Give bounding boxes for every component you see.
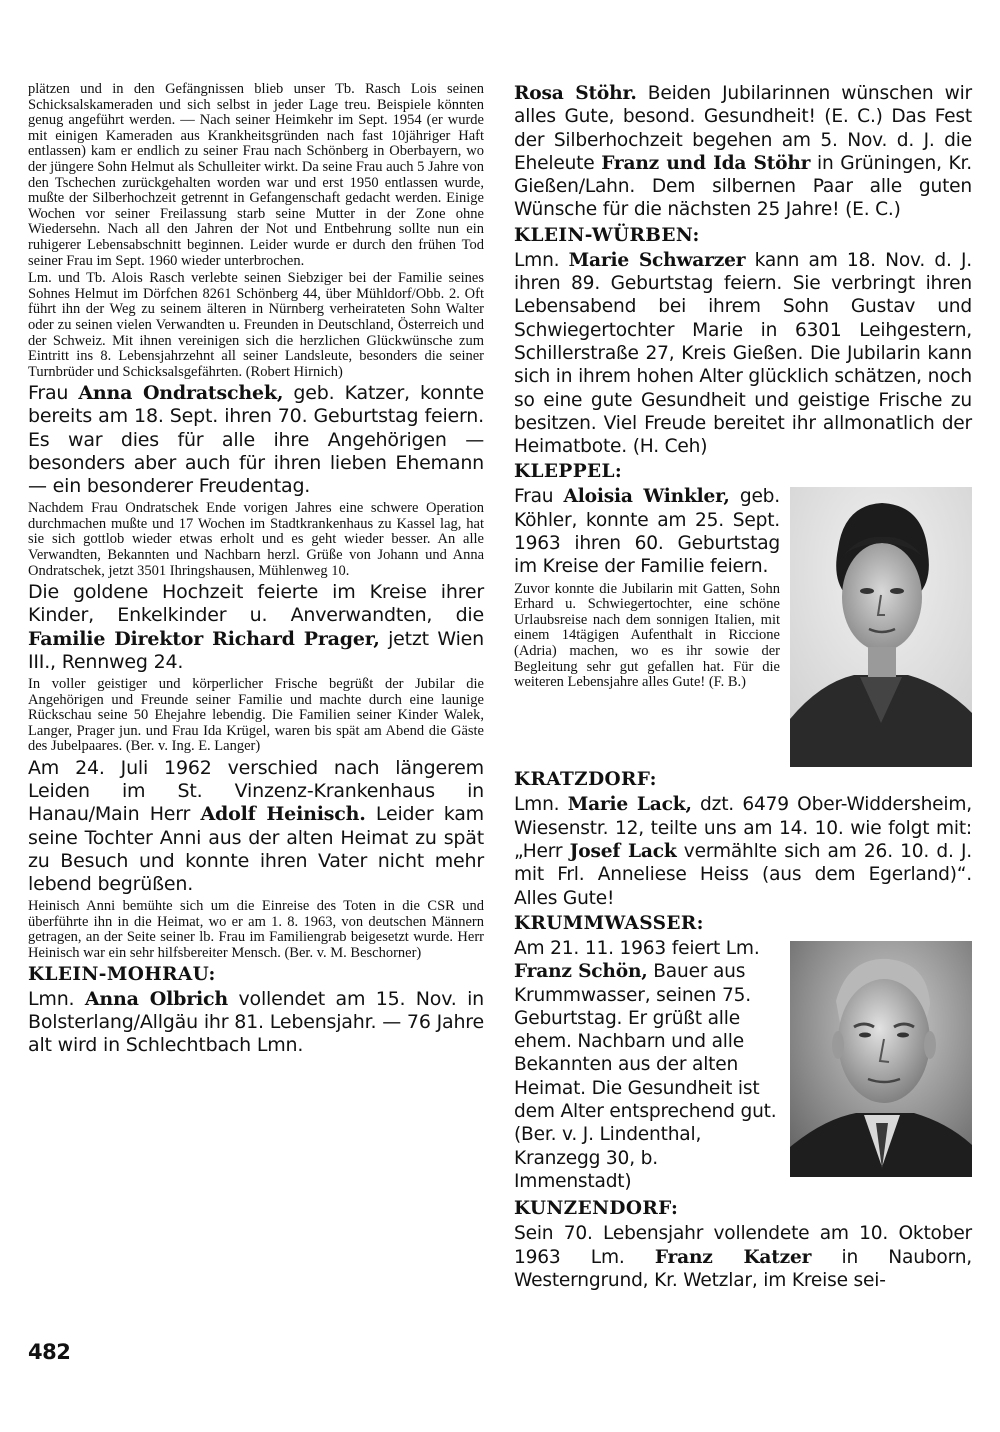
winkler-section [514, 485, 972, 767]
ondratschek-notice [28, 382, 484, 498]
text-run: Die goldene Hochzeit feierte im Kreise ihrer Kinder, Enkelkinder u. Anverwandten, die [28, 581, 484, 627]
text-run: geb. Köhler, konnte am 25. Sept. 1963 ihren 60. Geburtstag im Kreise der Familie feiern. [514, 486, 780, 578]
text-run: Bauer aus Krummwasser, seinen 75. Geburtstag. Er grüßt alle ehem. Nachbarn und alle Bekannten aus der alten Heimat. Die Gesundheit ist dem Alter entsprechend gut. (Ber. v. J. Lindenthal, Kranzegg 30, b. Immenstadt) [514, 961, 777, 1192]
text-run: vollendet am 15. Nov. in Bolsterlang/Allgäu ihr 81. Lebensjahr. — 76 Jahre alt wird in Schlechtbach Lmn. [28, 987, 485, 1057]
text-run: Am 24. Juli 1962 verschied nach längerem Leiden im St. Vinzenz-Krankenhaus in Hanau/Main Herr [28, 757, 484, 826]
heinisch-details: Heinisch Anni bemühte sich um die Einreise des Toten in die CSR und überführte ihn in die Heimat, wo er am 1. 8. 1963, von deutschen Männern getragen, an der Seite seiner lb. Frau im Familiengrab beigesetzt wurde. Herr Heinisch war ein sehr hilfsbereiter Mensch. (Ber. v. M. Beschorner) [28, 898, 484, 962]
left-column [28, 82, 484, 1060]
text-run: dzt. 6479 Ober-Widdersheim, Wiesenstr. 12, teilte uns am 14. 10. wie folgt mit: „Herr [514, 794, 972, 863]
text-run: Am 21. 11. 1963 feiert Lm. [514, 937, 760, 959]
name-franz-ida-stoehr: Franz und Ida Stöhr [601, 152, 811, 174]
prager-details: In voller geistiger und körperlicher Frische begrüßt der Jubilar die Angehörigen und Freunde seiner Familie und machte durch eine launige Rückschau seine 50 Ehejahre lebendig. Die Familien seiner Kinder Walek, Langer, Prager jun. und Frau Ida Krügel, waren bis spät am Abend die Gäste des Jubelpaares. (Ber. v. Ing. E. Langer) [28, 676, 484, 755]
heading-kratzdorf: KRATZDORF: [514, 769, 657, 791]
ondratschek-details: Nachdem Frau Ondratschek Ende vorigen Jahres eine schwere Operation durchmachen mußte und 17 Wochen im Stadtkrankenhaus zu Kassel lag, hat sie sich gottlob wieder etwas erholt und es geht wieder besser. An alle Verwandten, Bekannten und Nachbarn herzl. Grüße von Johann und Anna Ondratschek, jetzt 3501 Ihringshausen, Mühlenweg 10. [28, 500, 484, 579]
schwarzer-notice [514, 249, 972, 459]
rasch-paragraph-2: Lm. und Tb. Alois Rasch verlebte seinen Siebziger bei der Familie seines Sohnes Helmut im Dörfchen 8261 Schönberg 44, über Mühldorf/Obb. 2. Oft führt ihn der Weg zu seinem älteren in Nürnberg verheirateten Sohn Walter oder zu seinen vielen Verwandten u. Freunden in Deutschland, Österreich und der Schweiz. Mit ihnen vereinigen sich die herzlichen Glückwünsche zum Eintritt ins 8. Lebensjahrzehnt all seiner Landsleute, besonders die seiner Turnbrüder und Schicksalsgefährten. (Robert Hirnich) [28, 270, 484, 380]
stoehr-notice [514, 82, 972, 222]
heading-kunzendorf: KUNZENDORF: [514, 1198, 679, 1220]
text-run: Beiden Jubilarinnen wünschen wir alles Gute, besond. Gesundheit! (E. C.) Das Fest der Silberhochzeit begehen am 5. Nov. d. J. die Eheleute [514, 83, 972, 174]
lack-notice [514, 793, 972, 909]
portrait-photo-man [790, 941, 972, 1177]
portrait-photo-woman [790, 487, 972, 767]
name-anna-ondratschek: Anna Ondratschek, [78, 382, 284, 405]
text-run: kann am 18. Nov. d. J. ihren 89. Geburtstag feiern. Sie verbringt ihren Lebensabend bei ihrem Sohn Gustav und Schwiegertochter Marie in 6301 Leihgestern, Schillerstraße 27, Kreis Gießen. Die Jubilarin kann sich in ihrem hohen Alter glücklich schätzen, noch so eine gute Gesundheit und geistige Frische zu besitzen. Viel Freude bereitet ihr allmonatlich der Heimatbote. (H. Ceh) [514, 249, 972, 458]
text-run: Lmn. [514, 794, 568, 816]
right-column [514, 82, 972, 1295]
schoen-section [514, 937, 972, 1196]
heinisch-notice [28, 757, 484, 896]
text-run: in Grüningen, Kr. Gießen/Lahn. Dem silbernen Paar alle guten Wünsche für die nächsten 25 Jahre! (E. C.) [514, 152, 972, 221]
name-franz-katzer: Franz Katzer [654, 1246, 812, 1268]
name-rosa-stoehr: Rosa Stöhr. [514, 83, 637, 104]
heading-klein-mohrau: KLEIN-MOHRAU: [28, 963, 216, 985]
text-run: Lmn. [28, 987, 85, 1010]
name-anna-olbrich: Anna Olbrich [84, 987, 229, 1010]
name-adolf-heinisch: Adolf Heinisch. [200, 803, 366, 826]
heading-klein-wuerben: KLEIN-WÜRBEN: [514, 224, 700, 246]
text-run: jetzt Wien III., Rennweg 24. [28, 627, 484, 673]
winkler-text [514, 485, 780, 767]
schoen-notice [514, 937, 780, 1193]
olbrich-notice [28, 988, 484, 1058]
text-run: Frau [514, 486, 564, 508]
name-familie-prager: Familie Direktor Richard Prager, [28, 627, 380, 650]
name-aloisia-winkler: Aloisia Winkler, [563, 486, 730, 508]
name-franz-schoen: Franz Schön, [514, 961, 648, 983]
winkler-details: Zuvor konnte die Jubilarin mit Gatten, Sohn Erhard u. Schwiegertochter, eine schöne Urlaubsreise nach dem sonnigen Italien, mit einem 14tägigen Aufenthalt in Riccione (Adria) machen, wo es ihr sowie der Begleitung sehr gut gefallen hat. Für die weiteren Lebensjahre alles Gute! (F. B.) [514, 580, 780, 691]
name-marie-schwarzer: Marie Schwarzer [568, 249, 746, 271]
katzer-notice [514, 1222, 972, 1292]
text-run: Frau [28, 382, 79, 405]
name-marie-lack: Marie Lack, [567, 794, 692, 816]
prager-notice [28, 581, 484, 674]
text-run: geb. Katzer, konnte bereits am 18. Sept. ihren 70. Geburtstag feiern. Es war dies für alle ihre Angehörigen — besonders aber auch für ihren lieben Ehemann — ein besonderer Freudentag. [28, 382, 485, 498]
text-run: vermählte sich am 26. 10. d. J. mit Frl. Anneliese Heiss (aus dem Egerland)“. Alles Gute! [514, 841, 973, 909]
text-run: Lmn. [514, 249, 569, 271]
page-number: 482 [28, 1340, 71, 1364]
schoen-text [514, 937, 780, 1196]
text-run: Leider kam seine Tochter Anni aus der alten Heimat zu spät zu Besuch und konnte ihren Vater nicht mehr lebend begrüßen. [28, 803, 484, 896]
name-josef-lack: Josef Lack [569, 841, 677, 863]
text-run: Sein 70. Lebensjahr vollendete am 10. Oktober 1963 Lm. [514, 1223, 972, 1268]
text-run: in Nauborn, Westerngrund, Kr. Wetzlar, im Kreise sei- [514, 1246, 972, 1291]
heading-krummwasser: KRUMMWASSER: [514, 912, 704, 934]
winkler-notice [514, 485, 780, 578]
rasch-paragraph-1: plätzen und in den Gefängnissen blieb unser Tb. Rasch Lois seinen Schicksalskameraden und sich selbst in jeder Lage treu. Beispiele könnten genug angeführt werden. — Nach seiner Heimkehr im Sept. 1954 (er wurde mit einigen Kameraden aus Krankheitsgründen nach fast 10jähriger Haft entlassen) kam er endlich zu seiner Frau nach Schönberg in Oberbayern, wo der jüngere Sohn Helmut als Schulleiter wirkt. Da seine Frau auch 5 Jahre von den Tschechen zurückgehalten worden war und erst 1950 entlassen wurde, mußte der Silberhochzeit getrennt in Gefangenschaft gedacht werden. Einige Wochen vor seiner Freilassung starb seine Mutter in der Zone ohne Wiedersehn. Nach all den Jahren der Not und Entbehrung sollte nun ein ruhigerer Lebensabschnitt beginnen. Leider wurde er durch den frühen Tod seiner Frau im Sept. 1960 wieder unterbrochen. [28, 81, 484, 269]
heading-kleppel: KLEPPEL: [514, 461, 623, 483]
